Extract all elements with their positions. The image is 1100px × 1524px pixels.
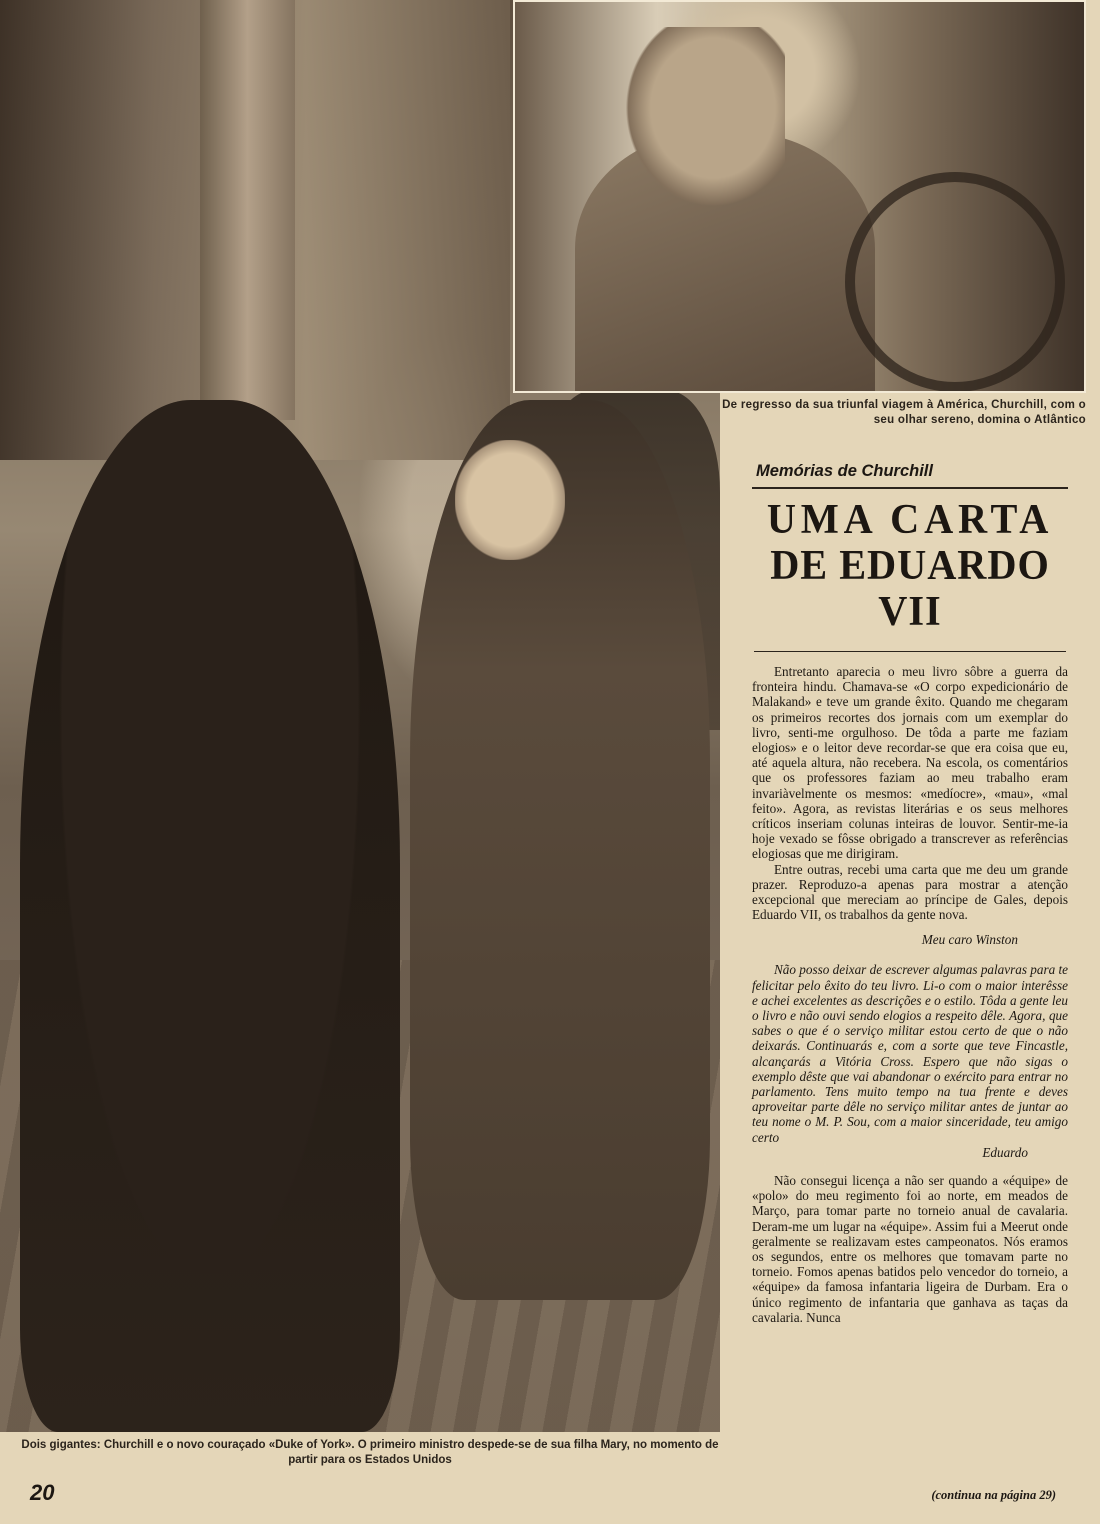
top-photo-caption: De regresso da sua triunfal viagem à América, Churchill, com o seu olhar sereno, domina o Atlântico — [722, 399, 1086, 426]
paragraph-2: Entre outras, recebi uma carta que me deu um grande prazer. Reproduzo-a apenas para mostrar a atenção excepcional que mereciam ao príncipe de Gales, depois Eduardo VII, os trabalhos da gente nova. — [752, 861, 1068, 923]
control-wheel — [845, 172, 1065, 392]
paragraph-1: Entretanto aparecia o meu livro sôbre a guerra da fronteira hindu. Chamava-se «O corpo expedicionário de Malakand» e teve um grande êxito. Quando me chegaram os primeiros recortes dos jornais com um exemplar do livro, senti-me orgulhoso. De tôda a parte me faziam elogios» e o leitor deve recordar-se que era coisa que eu, até aquela altura, não recebera. Na escola, os comentários que os professores faziam ao meu trabalho eram invariàvelmente os mesmos: «medíocre», «mau», «mal feito». Agora, as revistas literárias e os seus melhores críticos inseriam colunas inteiras de louvor. Sentir-me-ia hoje vexado se fôsse obrigado a transcrever as referências elogiosas que me dirigiram. — [752, 664, 1068, 862]
saluting-officer-figure — [20, 400, 400, 1432]
main-photo-caption: Dois gigantes: Churchill e o novo couraçado «Duke of York». O primeiro ministro despede-se de sua filha Mary, no momento de partir para os Estados Unidos — [21, 1439, 719, 1466]
article-headline — [758, 497, 1061, 635]
letter-body: Não posso deixar de escrever algumas palavras para te felicitar pelo êxito do teu livro. Li-o com o maior interêsse e achei excelentes as descrições e o estilo. Tôda a gente leu o livro e não ouvi sendo elogios a respeito dêle. Agora, que sabes o que é o serviço militar estou certo de que o não deixarás. Continuarás e, com a sorte que teve Fincastle, alcançarás a Vitória Cross. Espero que não sigas o exemplo dêste que vai abandonar o exército para entrar no parlamento. Tens muito tempo na tua frente e deves aproveitar parte dêle no serviço militar antes de juntar ao teu nome o M. P. Sou, com a maior sinceridade, teu amigo certo — [752, 962, 1068, 1145]
ship-pillar — [200, 0, 295, 420]
article-column — [752, 460, 1068, 1325]
photo-churchill-plane — [513, 0, 1086, 393]
churchill-head — [625, 27, 785, 207]
continued-note: (continua na página 29) — [931, 1488, 1056, 1502]
headline-rule — [754, 651, 1066, 652]
headline-line-2: DE EDUARDO VII — [770, 543, 1050, 635]
headline-line-1: UMA CARTA — [766, 497, 1054, 543]
article-kicker: Memórias de Churchill — [752, 460, 1068, 489]
mary-churchill-face — [455, 440, 565, 560]
page-number: 20 — [30, 1480, 55, 1505]
letter-signature: Eduardo — [982, 1144, 1028, 1160]
paragraph-3: Não consegui licença a não ser quando a «équipe» de «polo» do meu regimento foi ao norte, em meados de Março, para tomar parte no torneio anual de cavalaria. Deram-me um lugar na «équipe». Assim fui a Meerut onde geralmente se realizavam estes campeonatos. Nós eramos os segundos, entre os melhores que tomavam parte no torneio. Fomos apenas batidos pelo vencedor do torneio, a «équipe» da famosa infantaria ligeira de Durbam. Era o único regimento de infantaria que ganhava as taças da cavalaria. Nunca — [752, 1172, 1068, 1325]
letter-salutation: Meu caro Winston — [921, 932, 1018, 948]
